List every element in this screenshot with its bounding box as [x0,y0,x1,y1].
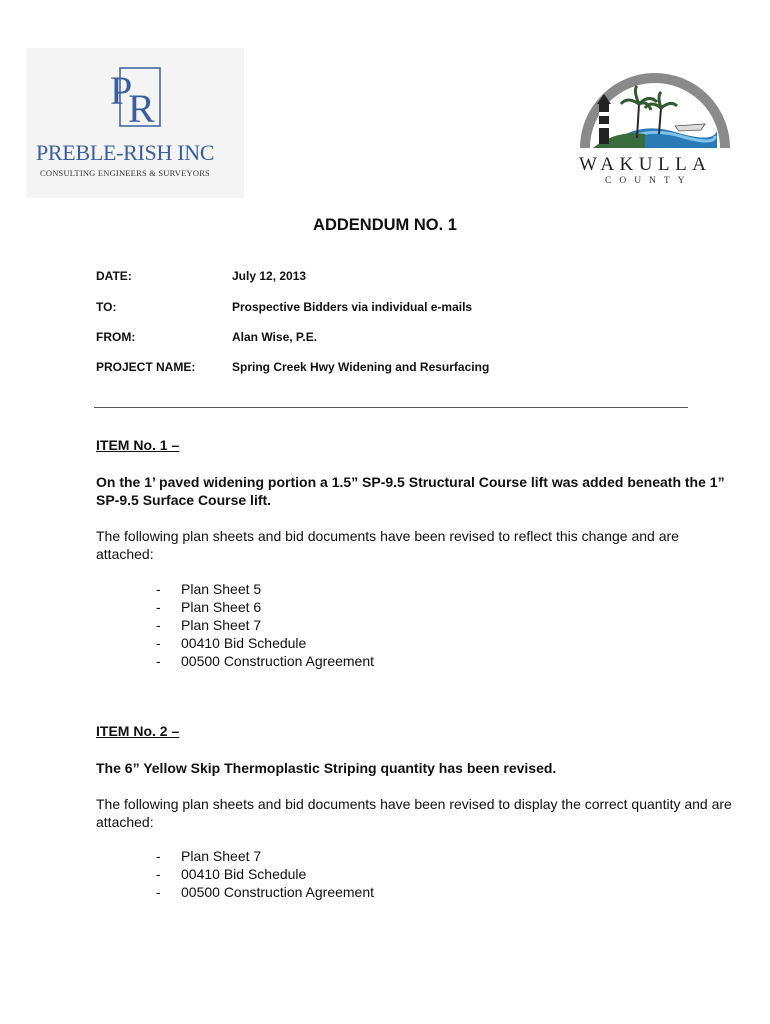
preble-rish-name: PREBLE-RISH INC [36,140,215,165]
meta-label: PROJECT NAME: [96,360,196,374]
item-2-heading: ITEM No. 2 – [96,723,180,739]
list-item: - Plan Sheet 7 [156,848,262,864]
wakulla-county-logo [575,60,735,190]
meta-value: Spring Creek Hwy Widening and Resurfacing [232,360,490,374]
meta-value: Prospective Bidders via individual e-mails [232,300,473,314]
svg-text:R: R [128,86,155,131]
wakulla-name: WAKULLA [579,154,712,175]
item-2-change-description: The 6” Yellow Skip Thermoplastic Striping quantity has been revised. [96,760,557,776]
item-2-attachment-list [156,847,374,901]
list-item: - 00500 Construction Agreement [156,884,375,900]
document-title: ADDENDUM NO. 1 [313,216,457,234]
item-1-heading: ITEM No. 1 – [96,437,180,453]
pr-monogram-icon [106,62,166,132]
item-1-attachment-list [156,580,374,670]
meta-label: DATE: [96,269,132,283]
wakulla-county-label: COUNTY [605,176,693,186]
meta-label: TO: [96,300,117,314]
list-item: - 00500 Construction Agreement [156,653,375,669]
list-item: - Plan Sheet 7 [156,617,262,633]
item-1-change-description: On the 1’ paved widening portion a 1.5” SP-9.5 Structural Course lift was added beneath the 1” SP-9.5 Surface Course lift. [96,474,725,508]
meta-value: July 12, 2013 [232,269,307,283]
svg-text:P: P [110,68,133,113]
list-item: - 00410 Bid Schedule [156,635,307,651]
item-1-revision-note: The following plan sheets and bid documents have been revised to reflect this change and are attached: [96,528,679,562]
meta-value: Alan Wise, P.E. [232,330,318,344]
header-divider [94,407,688,408]
preble-rish-tagline: CONSULTING ENGINEERS & SURVEYORS [40,168,210,178]
meta-label: FROM: [96,330,136,344]
preble-rish-logo [26,48,244,198]
item-2-revision-note: The following plan sheets and bid documents have been revised to display the correct quantity and are attached: [96,796,732,830]
list-item: - 00410 Bid Schedule [156,866,307,882]
wakulla-emblem-icon [575,60,735,156]
list-item: - Plan Sheet 5 [156,581,262,597]
list-item: - Plan Sheet 6 [156,599,262,615]
